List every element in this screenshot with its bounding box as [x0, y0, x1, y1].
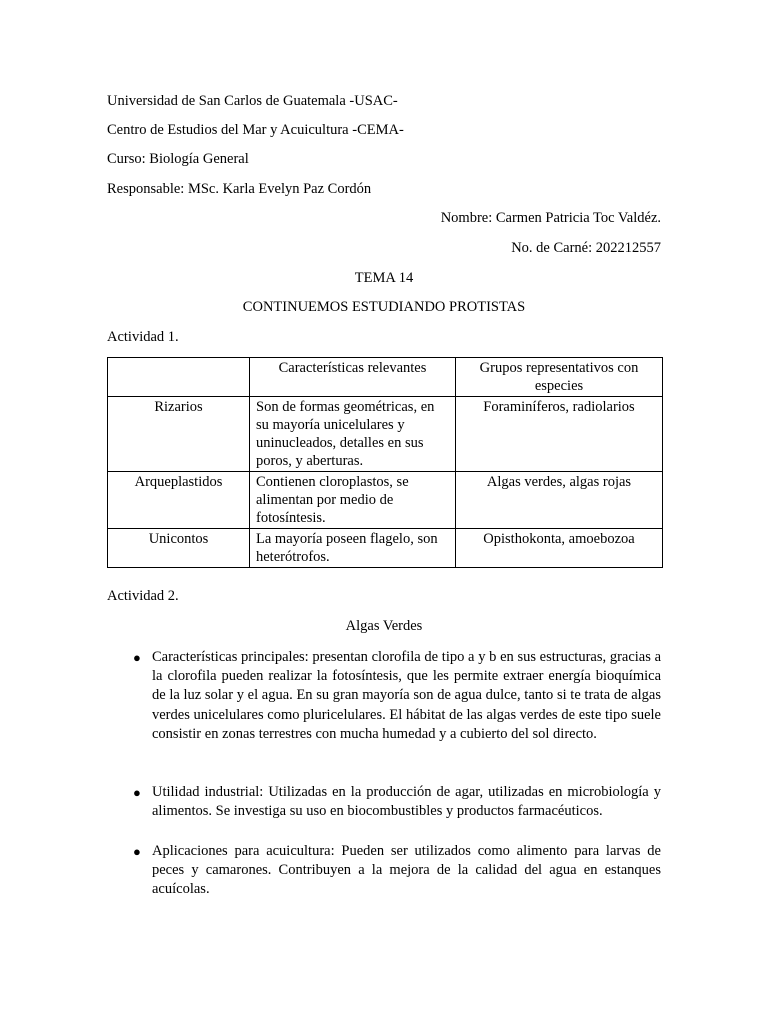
table-cell-examples: Algas verdes, algas rojas	[456, 472, 663, 529]
list-item-text: Utilidad industrial: Utilizadas en la producción de agar, utilizadas en microbiología y alimentos. Se investiga su uso en biocombustibles y productos farmacéuticos.	[152, 784, 661, 820]
bullet-icon: ●	[133, 844, 141, 859]
activity1-label: Actividad 1.	[107, 329, 179, 345]
table-cell-group: Rizarios	[108, 397, 250, 472]
university-line: Universidad de San Carlos de Guatemala -USAC-	[107, 93, 398, 109]
table-cell-group: Arqueplastidos	[108, 472, 250, 529]
topic-title: TEMA 14	[354, 270, 414, 286]
list-item-text: Características principales: presentan clorofila de tipo a y b en sus estructuras, gracias a la clorofila pueden realizar la fotosíntesis, que les permite extraer energía bioquímica de la luz solar y el agua. En su gran mayoría son de agua dulce, tanto si te trata de algas verdes unicelulares como pluricelulares. El hábitat de las algas verdes de este tipo suele consistir en zonas terrestres con mucha humedad y a cubierto del sol directo.	[152, 649, 661, 742]
table-header-cell	[108, 358, 250, 397]
list-item-text: Aplicaciones para acuicultura: Pueden ser utilizados como alimento para larvas de peces y camarones. Contribuyen a la mejora de la calidad del agua en estanques acuícolas.	[152, 843, 661, 898]
student-name: Nombre: Carmen Patricia Toc Valdéz.	[440, 210, 661, 226]
table-cell-examples: Opisthokonta, amoebozoa	[456, 529, 663, 568]
table-header-cell: Grupos representativos con especies	[456, 358, 663, 397]
responsible-line: Responsable: MSc. Karla Evelyn Paz Cordón	[107, 181, 372, 197]
table-cell-characteristics: La mayoría poseen flagelo, son heterótrofos.	[250, 529, 456, 568]
table-header-row	[108, 358, 663, 397]
course-line: Curso: Biología General	[107, 151, 249, 167]
bullet-icon: ●	[133, 785, 141, 800]
protists-table	[107, 357, 663, 568]
student-id: No. de Carné: 202212557	[511, 240, 661, 256]
center-line: Centro de Estudios del Mar y Acuicultura -CEMA-	[107, 122, 404, 138]
table-row	[108, 529, 663, 568]
activity2-label: Actividad 2.	[107, 588, 179, 604]
table-row	[108, 397, 663, 472]
table-cell-group: Unicontos	[108, 529, 250, 568]
bullet-icon: ●	[133, 650, 141, 665]
table-cell-characteristics: Contienen cloroplastos, se alimentan por medio de fotosíntesis.	[250, 472, 456, 529]
table-row	[108, 472, 663, 529]
table-cell-characteristics: Son de formas geométricas, en su mayoría unicelulares y uninucleados, detalles en sus poros, y aberturas.	[250, 397, 456, 472]
table-cell-examples: Foraminíferos, radiolarios	[456, 397, 663, 472]
section-heading: Algas Verdes	[345, 618, 423, 634]
topic-subtitle: CONTINUEMOS ESTUDIANDO PROTISTAS	[242, 299, 526, 315]
table-header-cell: Características relevantes	[250, 358, 456, 397]
